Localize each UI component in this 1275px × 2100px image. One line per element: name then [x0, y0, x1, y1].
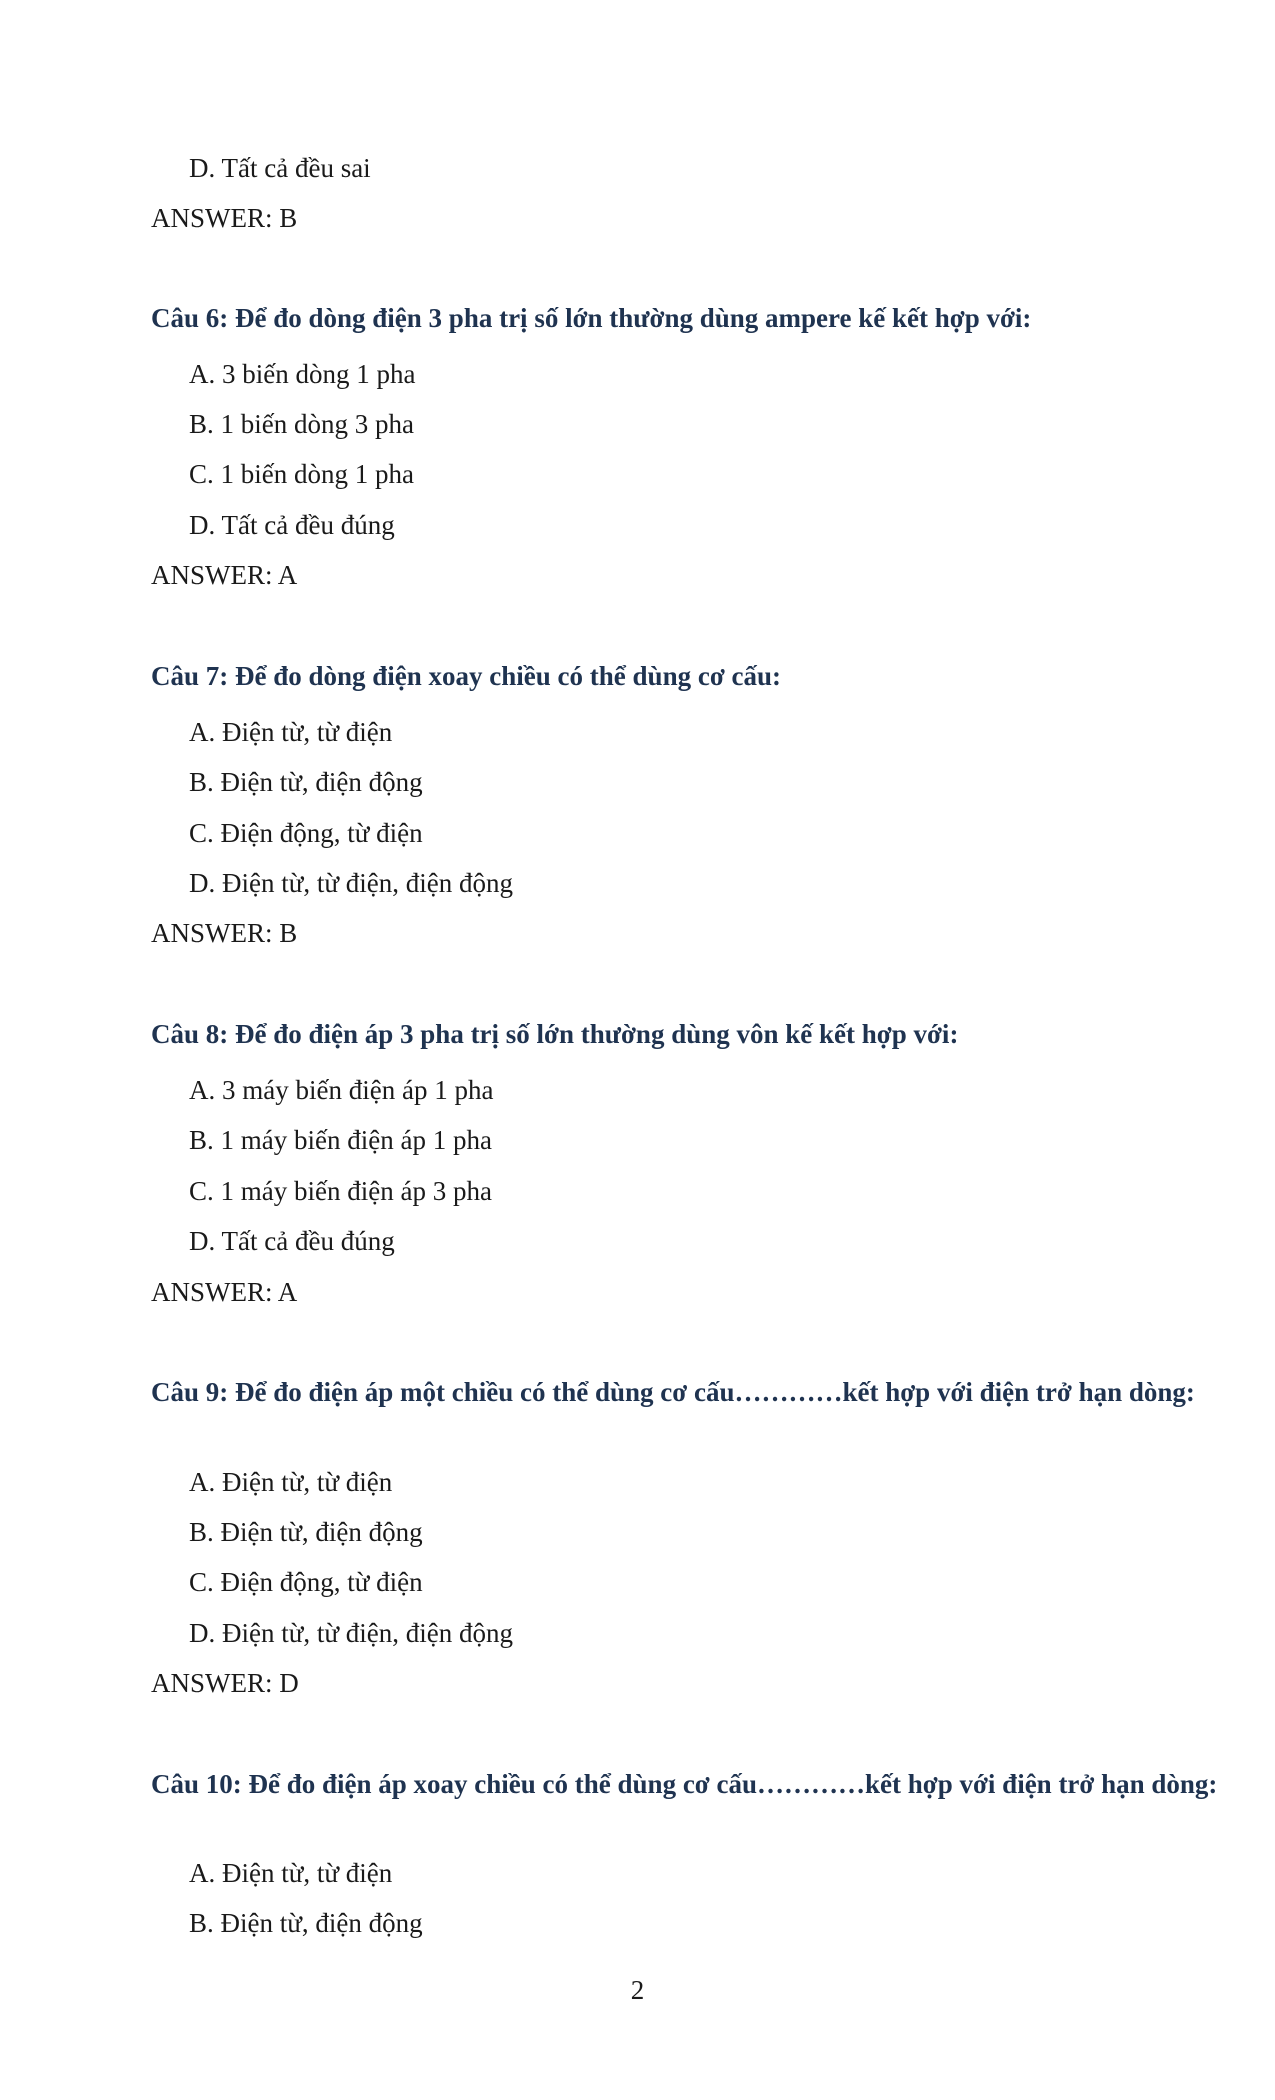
question-7-option-b: B. Điện từ, điện động	[189, 767, 423, 797]
question-7-option-d: D. Điện từ, từ điện, điện động	[189, 868, 513, 898]
question-8-option-b: B. 1 máy biến điện áp 1 pha	[189, 1125, 492, 1155]
question-6-option-d: D. Tất cả đều đúng	[189, 510, 395, 540]
question-6-answer: ANSWER: A	[151, 560, 298, 590]
question-9-title: Câu 9: Để đo điện áp một chiều có thể dùng cơ cấu…………kết hợp với điện trở hạn dòng:	[151, 1377, 1195, 1407]
question-9-option-c: C. Điện động, từ điện	[189, 1567, 423, 1597]
question-10-option-b: B. Điện từ, điện động	[189, 1908, 423, 1938]
question-7-answer: ANSWER: B	[151, 918, 298, 948]
question-7-title: Câu 7: Để đo dòng điện xoay chiều có thể dùng cơ cấu:	[151, 661, 782, 691]
question-8-answer: ANSWER: A	[151, 1277, 298, 1307]
question-10-option-a: A. Điện từ, từ điện	[189, 1858, 393, 1888]
question-8-option-c: C. 1 máy biến điện áp 3 pha	[189, 1176, 492, 1206]
question-6-option-a: A. 3 biến dòng 1 pha	[189, 359, 416, 389]
question-9-option-a: A. Điện từ, từ điện	[189, 1467, 393, 1497]
question-8-title: Câu 8: Để đo điện áp 3 pha trị số lớn thường dùng vôn kế kết hợp với:	[151, 1019, 959, 1049]
question-9-answer: ANSWER: D	[151, 1668, 299, 1698]
question-8-option-d: D. Tất cả đều đúng	[189, 1226, 395, 1256]
question-9-option-b: B. Điện từ, điện động	[189, 1517, 423, 1547]
answer-line: ANSWER: B	[151, 203, 298, 233]
question-7-option-c: C. Điện động, từ điện	[189, 818, 423, 848]
question-6-option-b: B. 1 biến dòng 3 pha	[189, 409, 414, 439]
page-number: 2	[630, 1975, 645, 2005]
question-10-title: Câu 10: Để đo điện áp xoay chiều có thể dùng cơ cấu…………kết hợp với điện trở hạn dòng:	[151, 1769, 1218, 1799]
question-7-option-a: A. Điện từ, từ điện	[189, 717, 393, 747]
question-8-option-a: A. 3 máy biến điện áp 1 pha	[189, 1075, 494, 1105]
question-6-option-c: C. 1 biến dòng 1 pha	[189, 459, 414, 489]
question-9-option-d: D. Điện từ, từ điện, điện động	[189, 1618, 513, 1648]
question-6-title: Câu 6: Để đo dòng điện 3 pha trị số lớn thường dùng ampere kế kết hợp với:	[151, 303, 1032, 333]
option-d: D. Tất cả đều sai	[189, 153, 371, 183]
